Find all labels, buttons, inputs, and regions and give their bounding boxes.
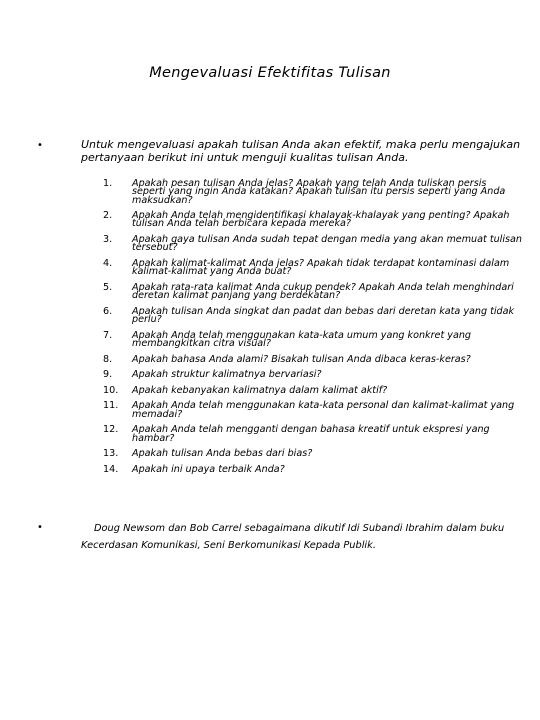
list-item — [82, 180, 522, 205]
bullet-marker: • — [37, 522, 43, 533]
source-citation — [81, 520, 521, 554]
list-item — [82, 384, 522, 396]
item-number: 11. — [103, 400, 119, 412]
item-number: 10. — [103, 384, 119, 396]
bullet-marker: • — [37, 140, 43, 151]
item-number: 12. — [103, 424, 119, 436]
item-number: 2. — [103, 210, 113, 222]
item-text: Apakah ini upaya terbaik Anda? — [132, 463, 285, 475]
item-text: Apakah Anda telah menggunakan kata-kata personal dan kalimat-kalimat yang memadai? — [132, 400, 515, 420]
item-text: Apakah Anda telah menggunakan kata-kata umum yang konkret yang membangkitkan citra visual? — [132, 329, 471, 349]
list-item — [82, 257, 522, 278]
list-item — [82, 281, 522, 302]
item-text: Apakah struktur kalimatnya bervariasi? — [132, 369, 322, 381]
item-number: 3. — [103, 234, 113, 246]
list-item — [82, 402, 522, 419]
item-number: 9. — [103, 369, 113, 381]
item-number: 5. — [103, 281, 113, 293]
item-text: Apakah pesan tulisan Anda jelas? Apakah yang telah Anda tuliskan persis seperti yang ingin Anda katakan? Apakah tulisan itu persis seperti yang Anda maksudkan? — [132, 178, 506, 206]
list-item — [82, 305, 522, 326]
list-item — [82, 329, 522, 349]
item-number: 4. — [103, 257, 113, 269]
citation-line: Doug Newsom dan Bob Carrel sebagaimana dikutif Idi Subandi Ibrahim dalam buku — [94, 523, 505, 534]
intro-paragraph: Untuk mengevaluasi apakah tulisan Anda akan efektif, maka perlu mengajukan pertanyaan berikut ini untuk menguji kualitas tulisan Anda. — [81, 138, 521, 164]
item-number: 13. — [103, 448, 119, 460]
item-text: Apakah bahasa Anda alami? Bisakah tulisan Anda dibaca keras-keras? — [132, 353, 471, 365]
item-text: Apakah gaya tulisan Anda sudah tepat dengan media yang akan memuat tulisan tersebut? — [132, 234, 522, 254]
item-text: Apakah kebanyakan kalimatnya dalam kalimat aktif? — [132, 384, 388, 396]
list-item — [82, 353, 522, 365]
list-item — [82, 450, 522, 458]
item-number: 1. — [103, 178, 113, 189]
item-text: Apakah Anda telah mengidentifikasi khalayak-khalayak yang penting? Apakah tulisan Anda telah berbicara kepada mereka? — [132, 210, 510, 230]
item-text: Apakah rata-rata kalimat Anda cukup pendek? Apakah Anda telah menghindari deretan kalimat panjang yang berdekatan? — [132, 281, 514, 302]
list-item — [82, 236, 522, 253]
question-list — [82, 180, 522, 481]
item-text: Apakah kalimat-kalimat Anda jelas? Apakah tidak terdapat kontaminasi dalam kalimat-kalimat yang Anda buat? — [132, 257, 510, 278]
item-number: 7. — [103, 329, 113, 341]
item-text: Apakah tulisan Anda bebas dari bias? — [132, 448, 313, 460]
list-item — [82, 426, 522, 443]
list-item — [82, 371, 522, 379]
list-item — [82, 212, 522, 229]
page-title: Mengevaluasi Efektifitas Tulisan — [149, 65, 391, 81]
citation-book-title: Kecerdasan Komunikasi, Seni Berkomunikasi Kepada Publik. — [81, 540, 376, 551]
item-number: 14. — [103, 463, 119, 475]
item-number: 6. — [103, 305, 113, 317]
list-item — [82, 463, 522, 475]
item-number: 8. — [103, 353, 113, 365]
item-text: Apakah tulisan Anda singkat dan padat dan bebas dari deretan kata yang tidak perlu? — [132, 305, 515, 326]
item-text: Apakah Anda telah mengganti dengan bahasa kreatif untuk ekspresi yang hambar? — [132, 424, 490, 444]
